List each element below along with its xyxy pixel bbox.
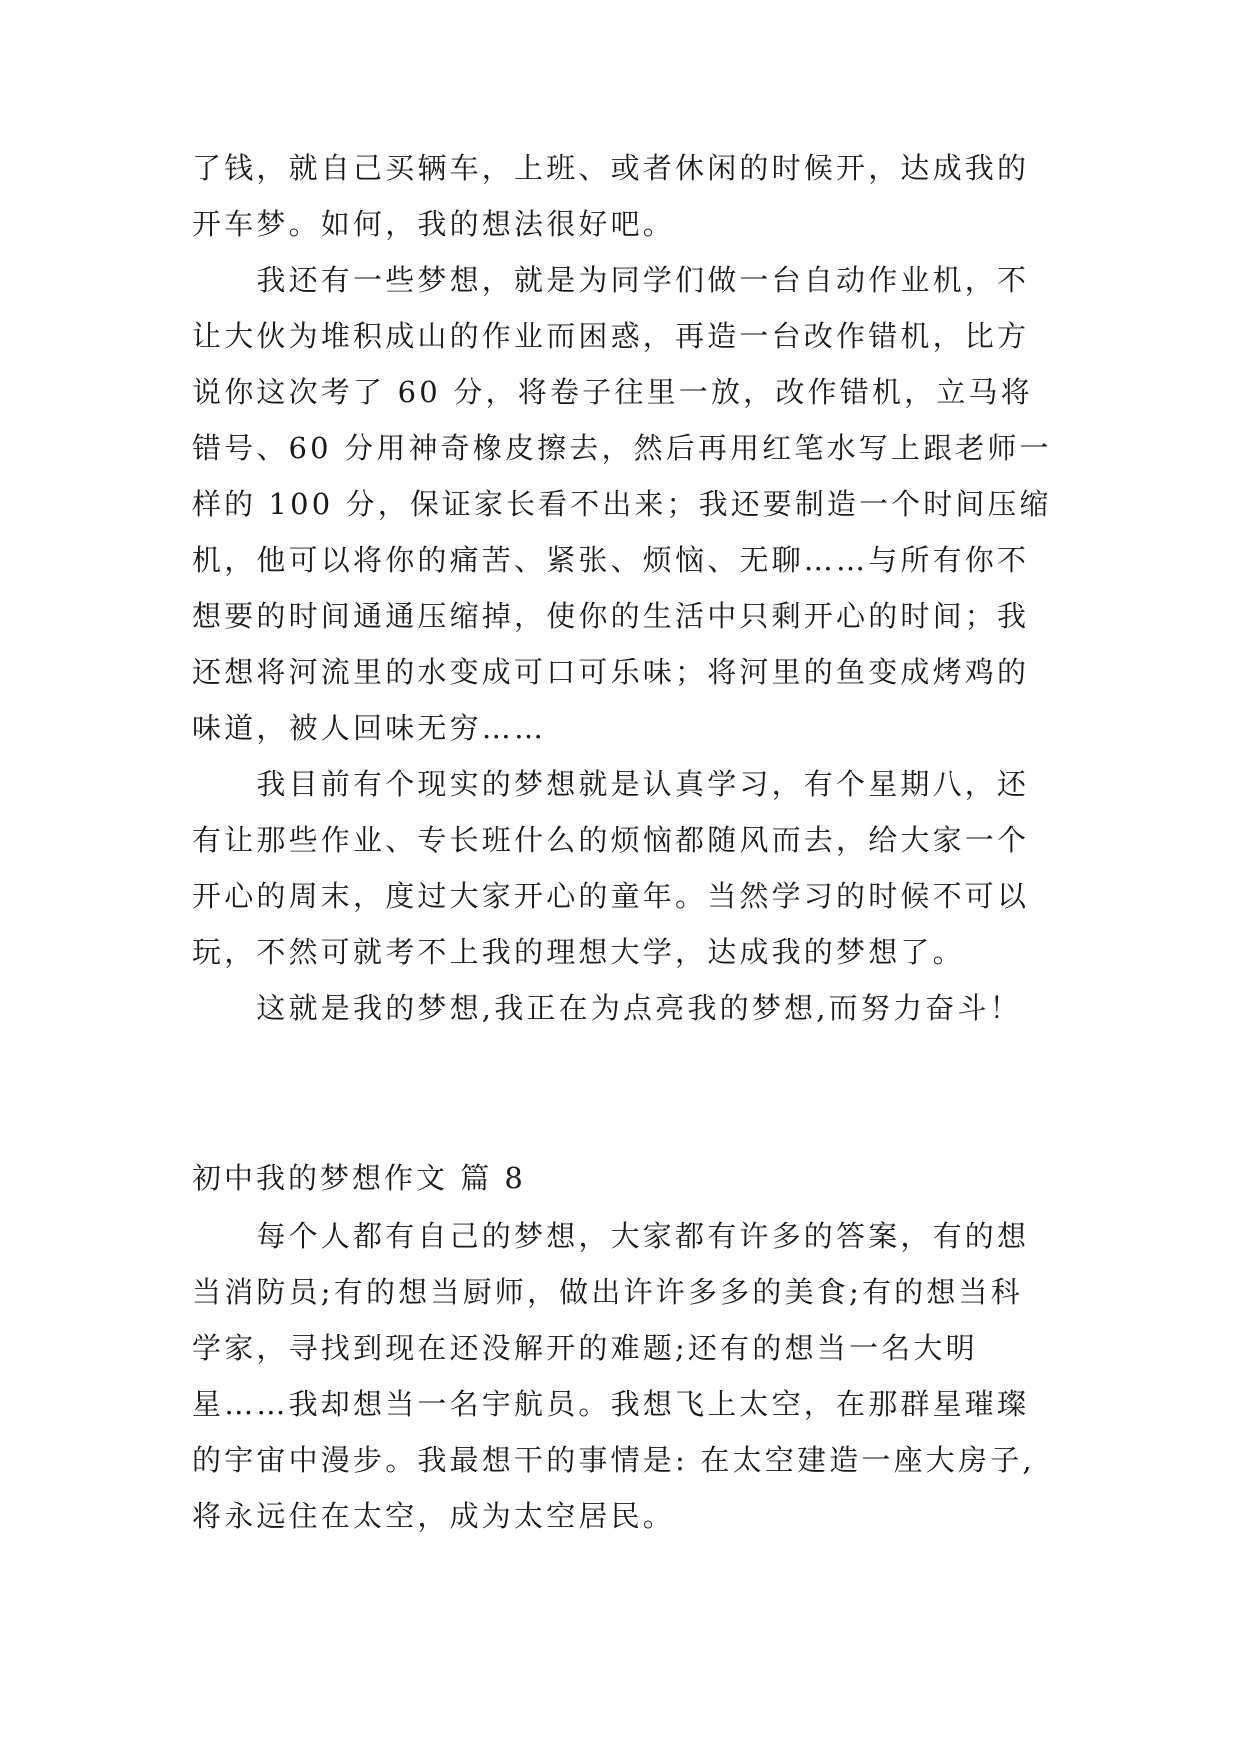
text-line: 机，他可以将你的痛苦、紧张、烦恼、无聊……与所有你不 <box>192 543 1030 577</box>
text-line: 我还有一些梦想，就是为同学们做一台自动作业机，不 <box>192 263 1030 297</box>
text-line: 将永远住在太空，成为太空居民。 <box>192 1499 676 1533</box>
text-line: 开车梦。如何，我的想法很好吧。 <box>192 207 676 241</box>
text-line: 样的 100 分，保证家长看不出来；我还要制造一个时间压缩 <box>192 487 1052 521</box>
text-line: 说你这次考了 60 分，将卷子往里一放，改作错机，立马将 <box>192 375 1033 409</box>
text-line: 学家，寻找到现在还没解开的难题;还有的想当一名大明 <box>192 1331 978 1365</box>
text-line: 开心的周末，度过大家开心的童年。当然学习的时候不可以 <box>192 879 1030 913</box>
text-line: 当消防员;有的想当厨师，做出许许多多的美食;有的想当科 <box>192 1275 1023 1309</box>
text-line: 还想将河流里的水变成可口可乐味；将河里的鱼变成烤鸡的 <box>192 655 1030 689</box>
text-line: 我目前有个现实的梦想就是认真学习，有个星期八，还 <box>192 767 1030 801</box>
text-line: 这就是我的梦想,我正在为点亮我的梦想,而努力奋斗！ <box>192 991 1022 1025</box>
text-line: 让大伙为堆积成山的作业而困惑，再造一台改作错机，比方 <box>192 319 1030 353</box>
text-line: 每个人都有自己的梦想，大家都有许多的答案，有的想 <box>192 1219 1030 1253</box>
text-line: 星……我却想当一名宇航员。我想飞上太空，在那群星璀璨 <box>192 1387 1030 1421</box>
text-line: 味道，被人回味无穷…… <box>192 711 547 745</box>
text-line: 想要的时间通通压缩掉，使你的生活中只剩开心的时间；我 <box>192 599 1030 633</box>
text-line: 有让那些作业、专长班什么的烦恼都随风而去，给大家一个 <box>192 823 1030 857</box>
text-line: 了钱，就自己买辆车，上班、或者休闲的时候开，达成我的 <box>192 151 1030 185</box>
text-line: 错号、60 分用神奇橡皮擦去，然后再用红笔水写上跟老师一 <box>192 431 1052 465</box>
text-line: 玩，不然可就考不上我的理想大学，达成我的梦想了。 <box>192 935 965 969</box>
text-line: 的宇宙中漫步。我最想干的事情是: 在太空建造一座大房子, <box>192 1443 1035 1477</box>
section-heading: 初中我的梦想作文 篇 8 <box>192 1161 526 1195</box>
